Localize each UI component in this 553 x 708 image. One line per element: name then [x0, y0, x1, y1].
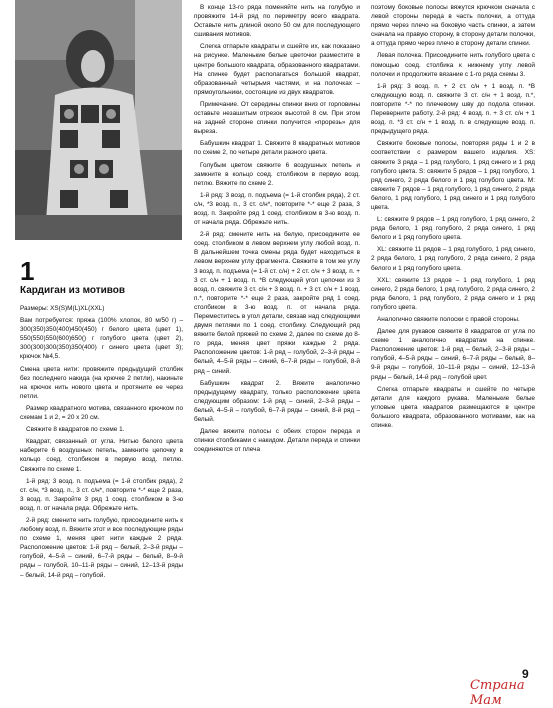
paragraph: XXL: свяжите 13 рядов – 1 ряд голубого, 1 ряд синего, 2 ряда белого, 1 ряд голубого, 2 ряда синего, 2 ряда белого, 1 ряд голубого, 2 ряда синего и 1 ряд голубого цвета. [371, 276, 535, 311]
paragraph: Аналогично свяжите полоски с правой стороны. [377, 316, 520, 323]
paragraph: поэтому боковые полосы вяжутся крючком сначала с левой стороны переда в часть полочки, а оттуда прямо через плечо на боковую часть спинки, а затем сначала на правую сторону, в сторону детали полочки, а оттуда прямо через плечо в сторону детали спинки. [371, 4, 535, 48]
photo-image [15, 0, 182, 240]
paragraph: Слегка отпарьте квадраты и сшейте их, как показано на рисунке. Маленькие белые цветочки разместите в центре большого квадрата, образованного квадратами. На спинке будет располагаться большой квадрат, образованный четырьмя частями, и на полочках – прямоугольники, состоящие из двух квадратов. [194, 43, 360, 96]
pattern-number: 1 [20, 256, 35, 286]
paragraph: Бабушкин квадрат 2. Вяжите аналогично предыдущему квадрату, только расположение цвета следующим образом: 1-й ряд – синий, 2–3-й ряды – белый, 4–5-й – голубой, 6–7-й ряды – синий, 8-й ряд – белый. [194, 379, 360, 424]
paragraph: 1-й ряд: 3 возд. п. подъема (= 1-й столбик ряда), 2 ст. с/н, *3 возд. п., 3 ст. с/н*, повторите *-* еще 2 раза, 3 возд. п. Закройте 3 ряд 1 соед. столбиком в 3-ю возд. п. от начала ряда. Обрежьте нить. [20, 477, 183, 512]
paragraph: 2-й ряд: смените нить на белую, присоедините ее соед. столбиком в левом верхнем углу любой возд. п. В дальнейшем точка смены ряда будет находиться в левом верхнем углу фрагмента. Свяжите в том же углу 3 возд. п. подъема (= 1-й ст. с/н) + 2 ст. с/н + 3 возд. п. + 3 ст. с/н + 1 возд. п. *В следующей угол цепочки из 3 возд. п. свяжите 3 ст. с/н + 3 возд. п. + 3 ст. с/н + 1 возд. п.*, повторите *-* еще 2 раза, закройте ряд 1 соед. столбиком в 3-ю возд. п. от начала ряда. Переместитесь в угол детали, связав над следующими двумя петлями по 1 соед. столбику. Следующий ряд вяжите белой пряжей по схеме 2, далее по схеме до 8-го ряда, меняя цвет пряжи каждые 2 ряда. Расположение цветов: 1-й ряд – голубой, 2–3-й ряды – белый, 4–5-й ряды – синий, 6–7-й ряды – голубой, 8-й ряд – синий. [194, 231, 360, 375]
cardigan-photo [15, 0, 182, 240]
paragraph: В конце 13-го ряда поменяйте нить на голубую и провяжите 14-й ряд по периметру всего квадрата. Оставьте нить длиной около 50 см для последующего сшивания мотивов. [194, 4, 360, 39]
column-2 [194, 3, 360, 457]
column-3 [371, 3, 535, 433]
paragraph: Вам потребуется: пряжа (100% хлопок, 80 м/50 г) – 300(350)350(400)450(450) г белого цвета (цвет 1), 550(550)550(600)650() г голубого цвета (цвет 2), 300(300)300(350)350(400) г синего цвета (цвет 3); крючок №4,5. [20, 317, 183, 361]
paragraph: L: свяжите 9 рядов – 1 ряд голубого, 1 ряд синего, 2 ряда белого, 1 ряд голубого, 2 ряда синего, 1 ряд белого и 1 ряд голубого цвета. [371, 216, 535, 242]
paragraph: Голубым цветом свяжите 6 воздушных петель и замкните в кольцо соед. столбиком в первую возд. петлю. Вяжите по схеме 2. [194, 161, 360, 187]
paragraph: Квадрат, связанный от угла. Нитью белого цвета наберите 6 воздушных петель, замкните цепочку в кольцо соед. столбиком в первую возд. петлю. Свяжите по схеме 1. [20, 438, 183, 473]
column-1 [20, 258, 183, 583]
paragraph: Размер квадратного мотива, связанного крючком по схемам 1 и 2, = 20 х 20 см. [20, 404, 183, 422]
paragraph: Смена цвета нити: провяжите предыдущий столбик без последнего накида (на крючке 2 петли), накиньте на крючок нить нового цвета и протяните ее через петли. [20, 365, 183, 400]
watermark: Страна Мам [470, 678, 525, 708]
pattern-title: Кардиган из мотивов [20, 285, 126, 296]
paragraph: 1-й ряд: 3 возд. п. подъема (= 1-й столбик ряда), 2 ст. с/н, *3 возд. п., 3 ст. с/н*, повторите *-* еще 2 раза, 3 возд. п. Закройте ряд 1 соед. столбиком в 3-ю возд. п. от начала ряда. Обрежьте нить. [194, 191, 360, 227]
paragraph: Свяжите 8 квадратов по схеме 1. [26, 426, 125, 434]
paragraph: XL: свяжите 11 рядов – 1 ряд голубого, 1 ряд синего, 2 ряда белого, 1 ряд голубого, 2 ряда синего, 2 ряда белого и 1 ряд голубого цвета. [371, 246, 535, 272]
paragraph: Слегка отпарьте квадраты и сшейте по четыре детали для каждого рукава. Маленькие белые угловые цвета квадратов размещаются в центре большого квадрата, образованного мотивами, как на спинке. [371, 385, 535, 430]
page-number: 9 [522, 667, 529, 681]
paragraph: Свяжите боковые полосы, повторяя ряды 1 и 2 в соответствии с размером вашего изделия. XS: свяжите 3 ряда – 1 ряд голубого, 1 ряд синего и 1 ряд голубого цвета. S: свяжите 5 рядов – 1 ряд голубого, 1 ряд синего, 2 ряда белого и 1 ряд голубого цвета. M: свяжите 7 рядов – 1 ряд голубого, 1 ряд синего, 2 ряда белого, 1 ряд голубого, 1 ряд синего и 1 ряд голубого цвета. [371, 140, 535, 211]
paragraph: Примечание. От середины спинки вниз от горловины оставьте незашитым отрезок высотой 8 см. При этом на задней стороне спинки получится «прорезь» для выреза. [194, 100, 360, 136]
paragraph: Левая полочка. Присоедините нить голубого цвета с помощью соед. столбика к нижнему углу левой полочки и продолжите вязание с 1-го ряда схемы 3. [371, 52, 535, 78]
paragraph: Далее для рукавов свяжите 8 квадратов от угла по схеме 1 аналогично квадратам на спинке. Расположение цветов: 1-й ряд – белый, 2–3-й ряды – голубой, 4–5-й ряды – синий, 6–7-й ряды – белый, 8–9-й ряды – голубой, 10–11-й ряды – синий, 12–13-й ряды – белый, 14-й ряд – голубой цвет. [371, 328, 535, 381]
paragraph: Размеры: XS(S)M(L)XL(XXL) [20, 305, 105, 312]
paragraph: 1-й ряд: 3 возд. п. + 2 ст. с/н + 1 возд. п. *В следующую возд. п. свяжите 3 ст. с/н + 1 возд. п.*, повторите *-* по плечевому шву до подола спинки. Переверните работу. 2-й ряд: 4 возд. п. + 3 ст. с/н + 1 возд. п. *3 ст. с/н + 1 возд. п. в следующие возд. п. предыдущего ряда. [371, 82, 535, 136]
paragraph: Далее вяжите полосы с обеих сторон переда и спинки столбиками с накидом. Детали переда и спинки соединяются от плеча [194, 428, 360, 454]
paragraph: Бабушкин квадрат 1. Свяжите 8 квадратных мотивов по схеме 2, по четыре детали разного цвета. [194, 140, 360, 157]
paragraph: 2-й ряд: смените нить голубую, присоедините нить к любому возд. п. Вяжите этот и все последующие ряды по схеме 1, меняя цвет нити каждые 2 ряда. Расположение цветов: 1-й ряд – белый, 2–3-й ряды – голубой, 4–5-й – синий, 6–7-й ряды – белый, 8–9-й ряды – голубой, 10–11-й ряды – синий, 12–13-й ряды – белый, 14-й ряд – голубой. [20, 516, 183, 579]
